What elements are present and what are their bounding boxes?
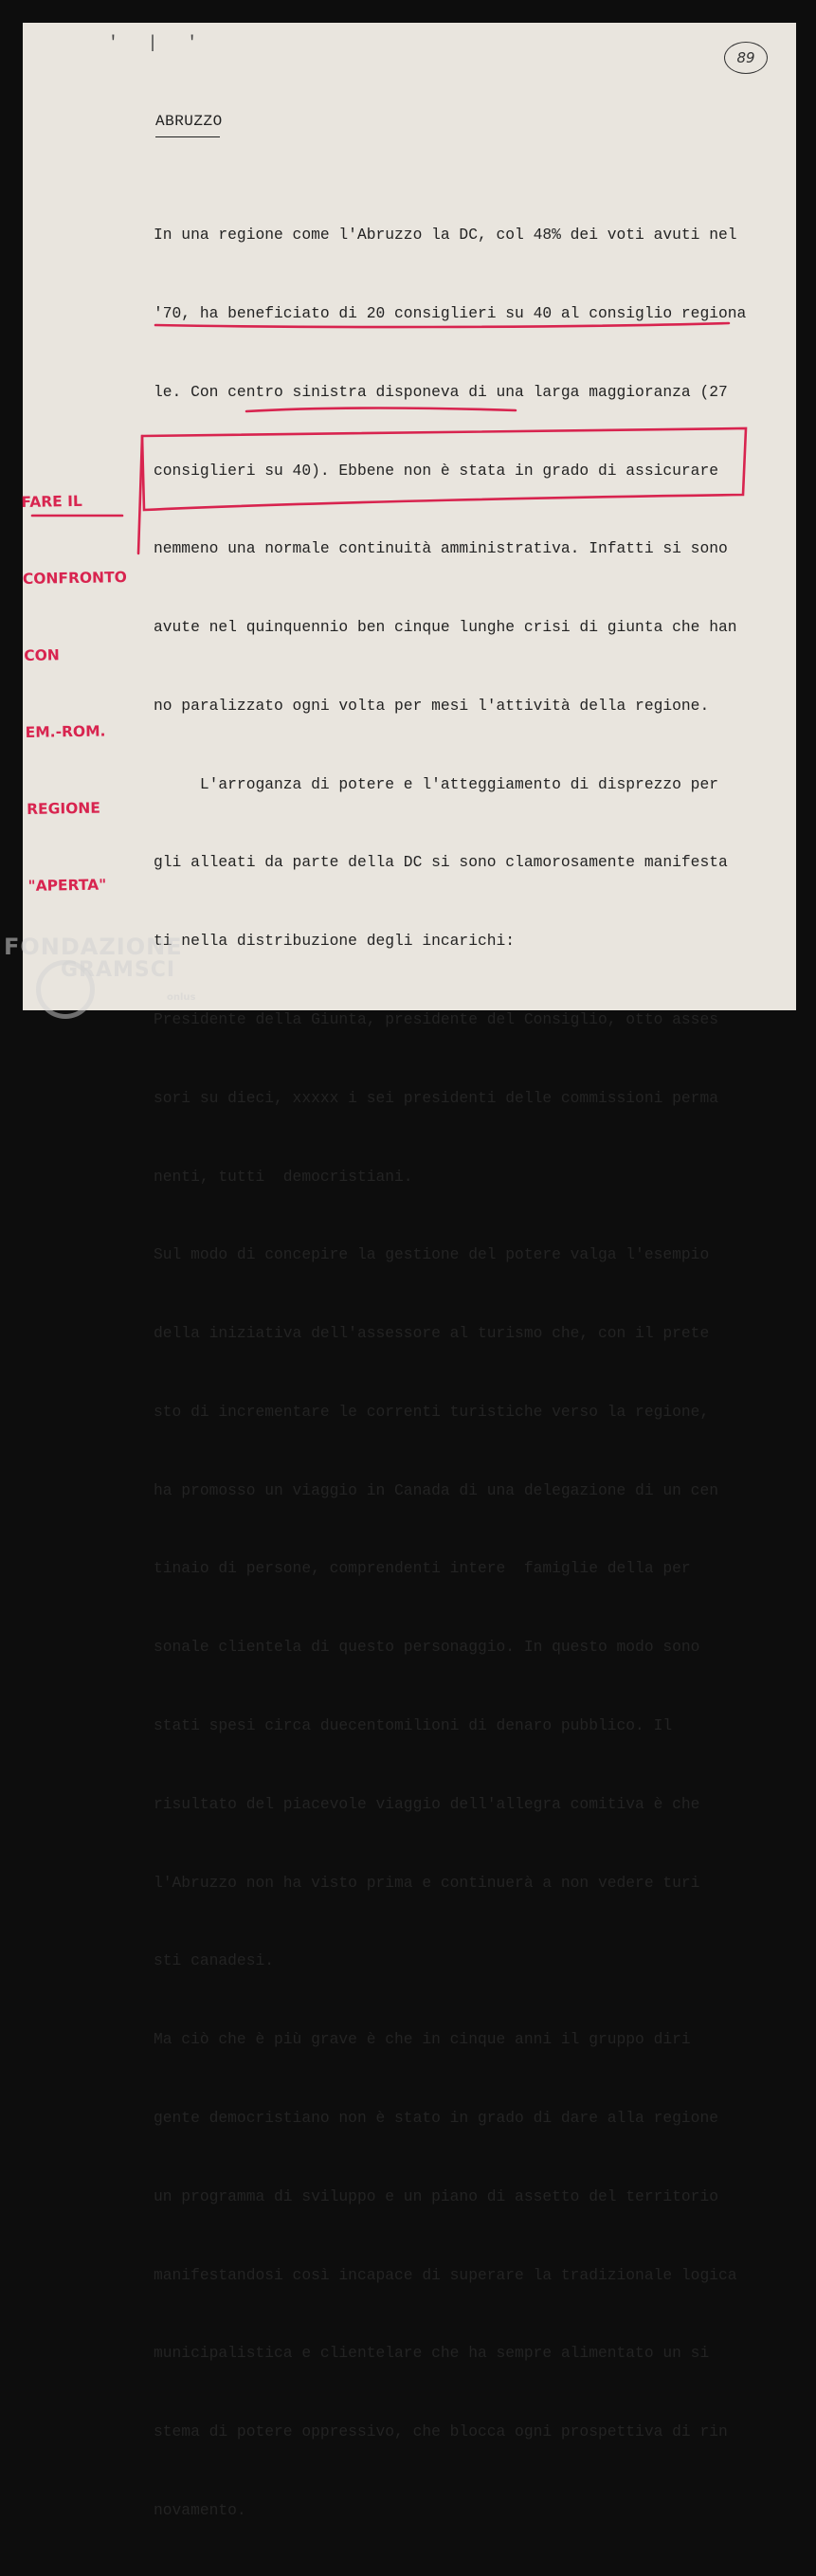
text-line: sto di incrementare le correnti turistiche verso la regione, xyxy=(154,1402,710,1421)
red-note-bracket xyxy=(138,436,142,553)
note-line: CON xyxy=(24,646,60,664)
text-line: Ma ciò che è più grave è che in cinque anni il gruppo diri xyxy=(154,2030,691,2049)
note-line: "APERTA" xyxy=(27,876,107,895)
text-line: avute nel quinquennio ben cinque lunghe crisi di giunta che han xyxy=(154,618,737,637)
text-line: novamento. xyxy=(154,2500,246,2519)
text-line: nenti, tutti democristiani. xyxy=(154,1167,413,1186)
text-line: ha promosso un viaggio in Canada di una delegazione di un cen xyxy=(154,1480,718,1499)
text-line: sonale clientela di questo personaggio. In questo modo sono xyxy=(154,1638,700,1657)
note-line: REGIONE xyxy=(26,799,101,818)
text-line: gente democristiano non è stato in grado di dare alla regione xyxy=(154,2108,718,2127)
text-line: no paralizzato ogni volta per mesi l'attività della regione. xyxy=(154,696,710,715)
text-line: tinaio di persone, comprendenti intere famiglie della per xyxy=(154,1559,691,1578)
title-underline xyxy=(155,136,220,137)
note-line: EM.-ROM. xyxy=(25,722,106,741)
document-page xyxy=(21,23,796,2519)
watermark-circle-icon xyxy=(36,960,95,1019)
text-line: sti canadesi. xyxy=(154,1951,275,1970)
text-line: consiglieri su 40). Ebbene non è stata in grado di assicurare xyxy=(154,461,718,480)
text-line: nemmeno una normale continuità amministrativa. Infatti si sono xyxy=(154,539,728,558)
note-line: CONFRONTO xyxy=(22,569,127,588)
text-line: l'Abruzzo non ha visto prima e continuerà a non vedere turi xyxy=(154,1873,700,1892)
watermark-line1: FONDAZIONE xyxy=(4,934,183,960)
text-line: manifestandosi così incapace di superare la tradizionale logica xyxy=(154,2265,737,2284)
margin-marks: ' | ' xyxy=(108,34,208,53)
watermark-line3: onlus xyxy=(167,992,196,1003)
watermark-line2: GRAMSCI xyxy=(61,958,176,982)
page-title: ABRUZZO xyxy=(155,113,223,130)
text-line: della iniziativa dell'assessore al turismo che, con il prete xyxy=(154,1324,710,1343)
text-line: sori su dieci, xxxxx i sei presidenti delle commissioni perma xyxy=(154,1088,718,1107)
note-line: FARE IL xyxy=(21,492,82,511)
text-line: gli alleati da parte della DC si sono clamorosamente manifesta xyxy=(154,853,728,872)
watermark-logo xyxy=(4,934,196,1003)
text-line: Sul modo di concepire la gestione del potere valga l'esempio xyxy=(154,1245,710,1264)
text-line: '70, ha beneficiato di 20 consiglieri su 40 al consiglio regiona xyxy=(154,303,747,322)
text-line: stati spesi circa duecentomilioni di denaro pubblico. Il xyxy=(154,1716,673,1735)
text-line: un programma di sviluppo e un piano di assetto del territorio xyxy=(154,2186,718,2205)
text-line: In una regione come l'Abruzzo la DC, col 48% dei voti avuti nel xyxy=(154,226,737,245)
text-line: le. Con centro sinistra disponeva di una larga maggioranza (27 xyxy=(154,382,728,401)
text-line: Presidente della Giunta, presidente del Consiglio, otto asses xyxy=(154,1010,718,1028)
body-text xyxy=(154,170,760,2576)
handwritten-note xyxy=(20,437,133,951)
text-line: ti nella distribuzione degli incarichi: xyxy=(154,932,516,951)
text-line: L'arroganza di potere e l'atteggiamento di disprezzo per xyxy=(154,774,718,793)
text-line: municipalistica e clientelare che ha sempre alimentato un si xyxy=(154,2344,710,2363)
text-line: risultato del piacevole viaggio dell'allegra comitiva è che xyxy=(154,1794,700,1813)
text-line: stema di potere oppressivo, che blocca ogni prospettiva di rin xyxy=(154,2422,728,2441)
page-number: 89 xyxy=(724,42,768,74)
